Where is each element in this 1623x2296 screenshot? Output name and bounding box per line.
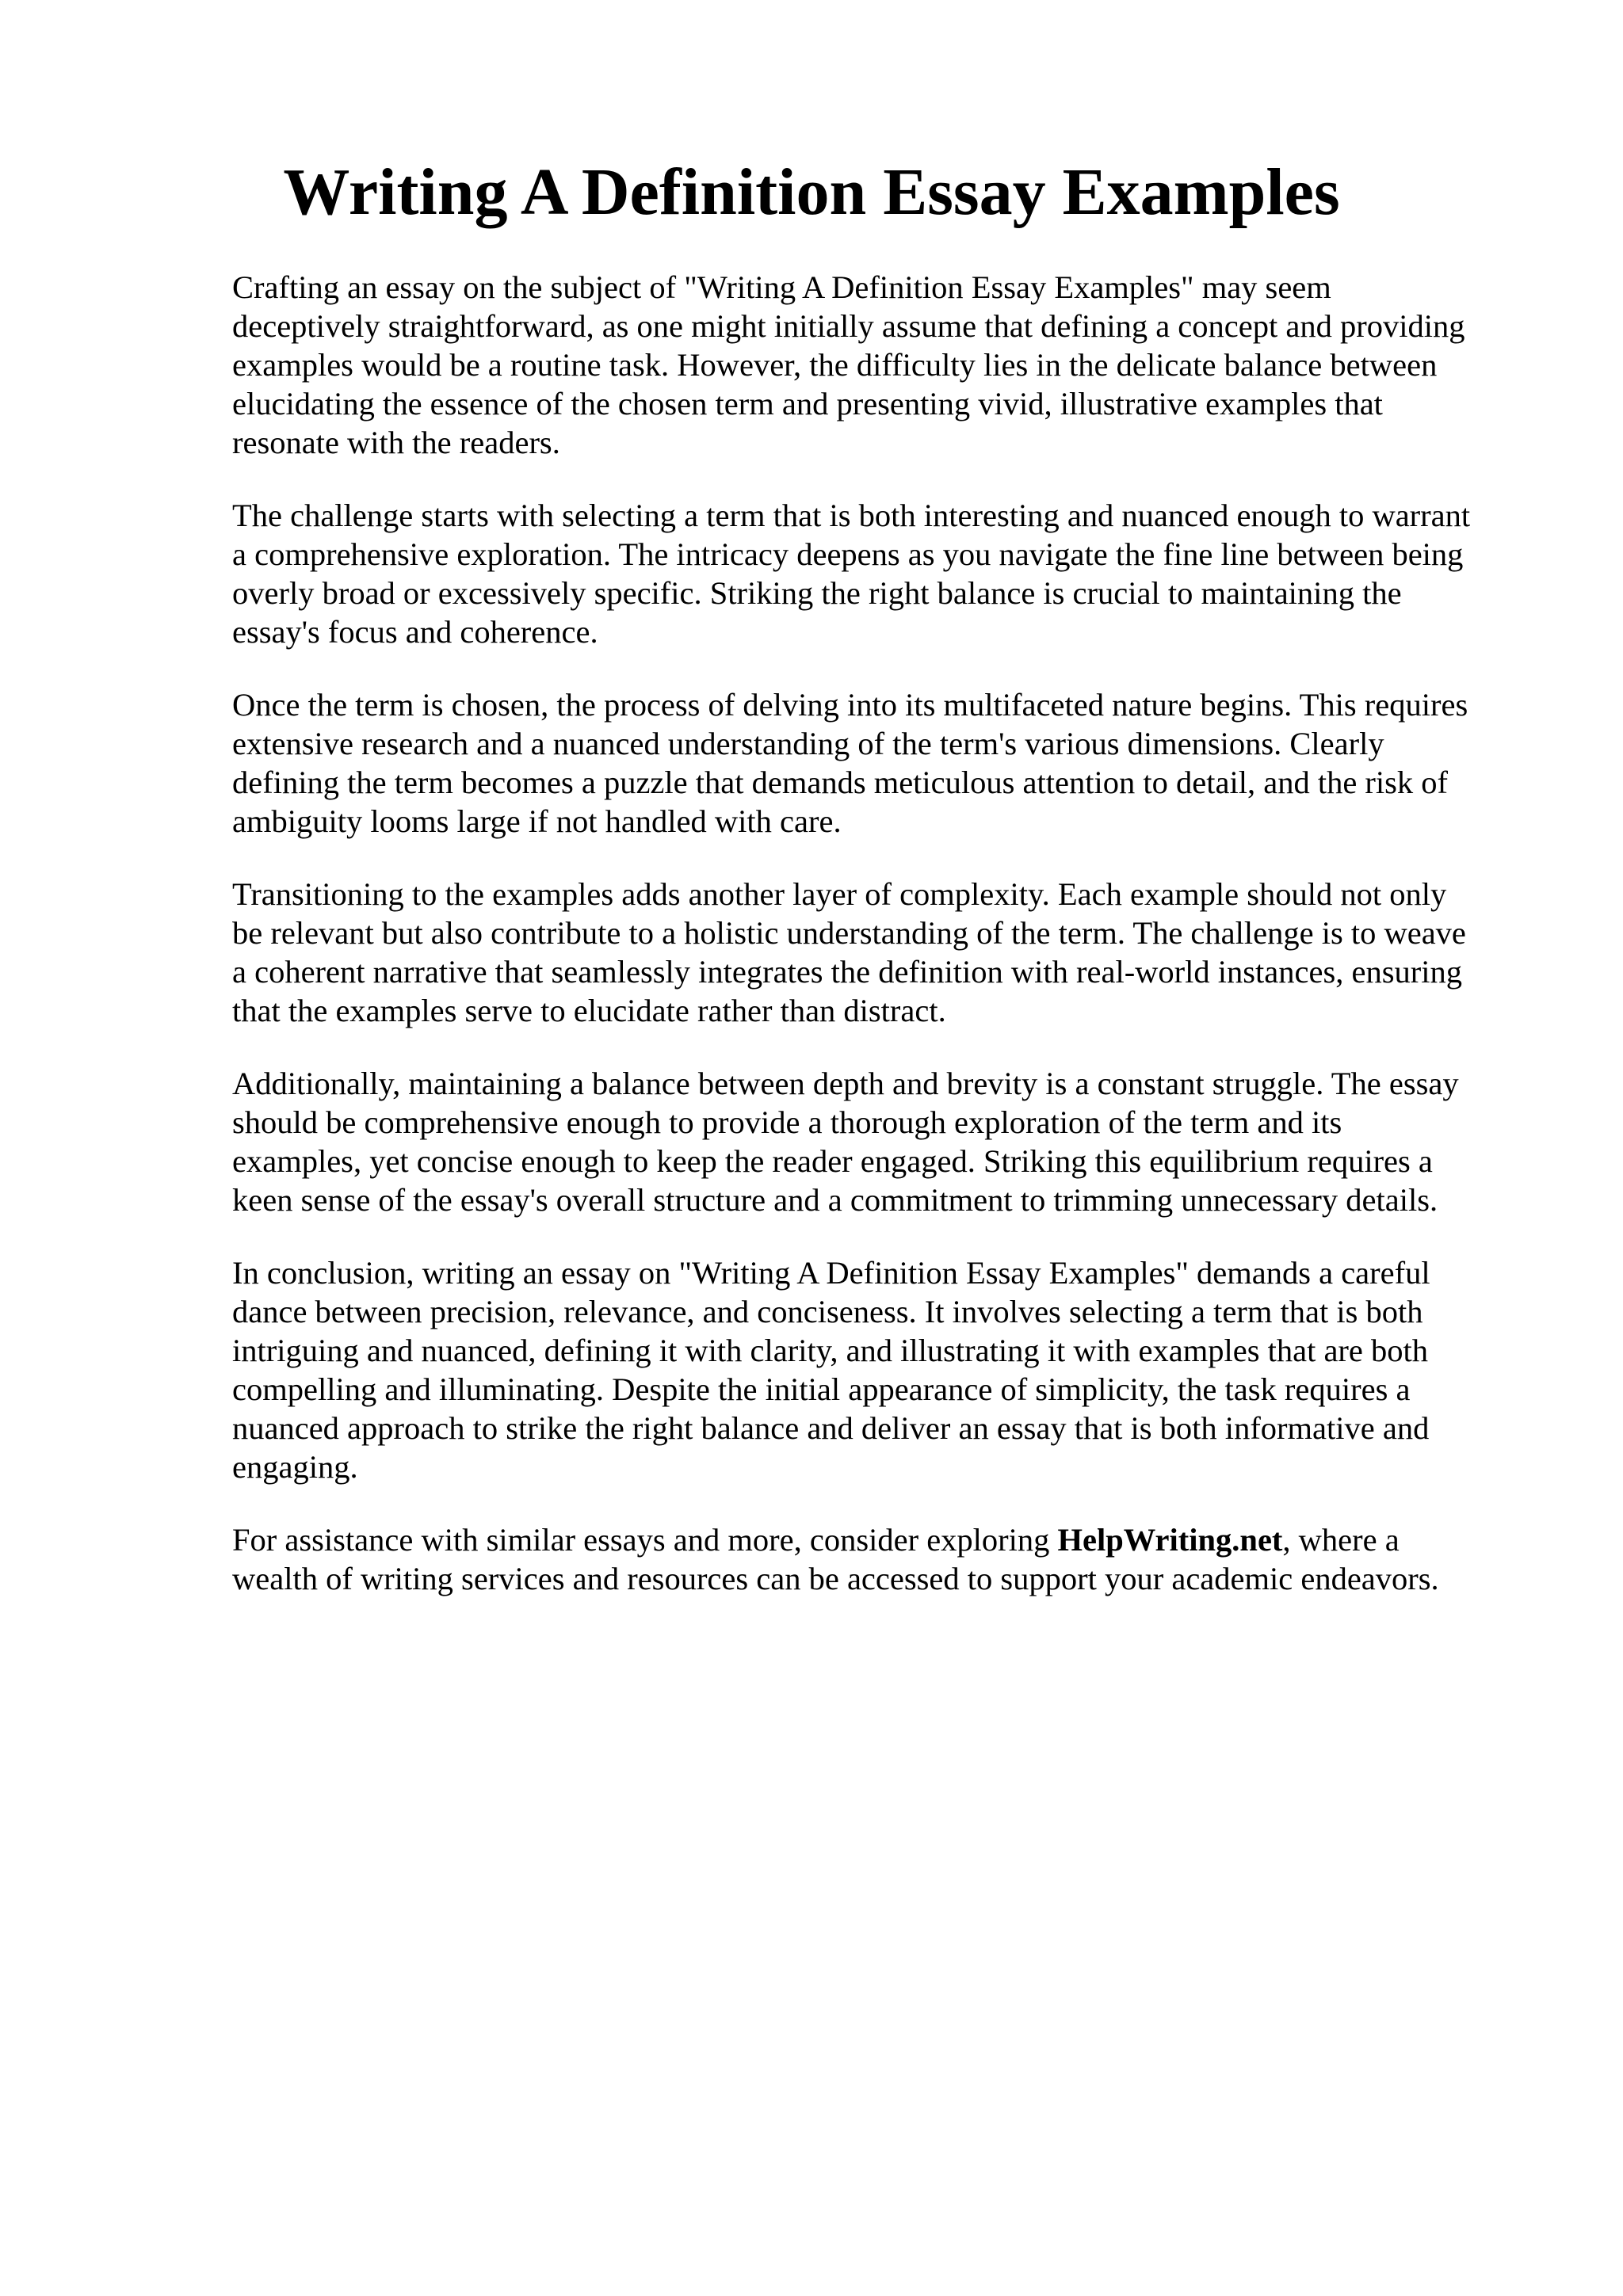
text-line: should be comprehensive enough to provide a thorough exploration of the term and its (232, 1104, 1342, 1140)
text-line: examples, yet concise enough to keep the reader engaged. Striking this equilibrium requires a (232, 1143, 1433, 1179)
text-line: intriguing and nuanced, defining it with clarity, and illustrating it with examples that are both (232, 1333, 1429, 1368)
text-line: ambiguity looms large if not handled with care. (232, 803, 842, 839)
text-line: a comprehensive exploration. The intricacy deepens as you navigate the fine line between being (232, 536, 1464, 572)
text-line: Once the term is chosen, the process of delving into its multifaceted nature begins. This requires (232, 687, 1468, 723)
helpwriting-link[interactable]: HelpWriting.net (1057, 1522, 1283, 1558)
page-title: Writing A Definition Essay Examples (283, 155, 1340, 229)
text-line: be relevant but also contribute to a holistic understanding of the term. The challenge is to weave (232, 915, 1466, 951)
paragraph-5 (232, 1064, 1516, 1219)
closing-text-after-link: , where a (1282, 1522, 1400, 1558)
text-line: In conclusion, writing an essay on "Writing A Definition Essay Examples" demands a careful (232, 1255, 1430, 1291)
text-line: Transitioning to the examples adds another layer of complexity. Each example should not only (232, 876, 1447, 912)
text-line: wealth of writing services and resources can be accessed to support your academic endeavors. (232, 1561, 1439, 1596)
paragraph-6 (232, 1253, 1516, 1486)
paragraph-1 (232, 268, 1516, 462)
text-line: overly broad or excessively specific. Striking the right balance is crucial to maintaining the (232, 575, 1402, 611)
text-line: elucidating the essence of the chosen term and presenting vivid, illustrative examples that (232, 386, 1383, 421)
paragraph-3 (232, 685, 1516, 841)
text-line: a coherent narrative that seamlessly integrates the definition with real-world instances, ensuring (232, 954, 1462, 990)
closing-text-before-link: For assistance with similar essays and more, consider exploring (232, 1522, 1058, 1558)
paragraph-2 (232, 496, 1516, 651)
text-line: Crafting an essay on the subject of "Writing A Definition Essay Examples" may seem (232, 269, 1331, 305)
text-line: Additionally, maintaining a balance between depth and brevity is a constant struggle. The essay (232, 1066, 1459, 1101)
text-line: extensive research and a nuanced understanding of the term's various dimensions. Clearly (232, 726, 1384, 761)
text-line: keen sense of the essay's overall structure and a commitment to trimming unnecessary details. (232, 1182, 1438, 1218)
text-line: dance between precision, relevance, and conciseness. It involves selecting a term that is both (232, 1294, 1423, 1329)
text-line: The challenge starts with selecting a term that is both interesting and nuanced enough to warrant (232, 498, 1471, 533)
text-line: essay's focus and coherence. (232, 614, 598, 650)
text-line: deceptively straightforward, as one might initially assume that defining a concept and providing (232, 308, 1465, 344)
essay-body (232, 268, 1516, 1632)
text-line: nuanced approach to strike the right balance and deliver an essay that is both informative and (232, 1410, 1430, 1446)
text-line: defining the term becomes a puzzle that demands meticulous attention to detail, and the risk of (232, 765, 1449, 800)
text-line: that the examples serve to elucidate rather than distract. (232, 993, 946, 1028)
text-line: compelling and illuminating. Despite the initial appearance of simplicity, the task requires a (232, 1371, 1411, 1407)
text-line: resonate with the readers. (232, 425, 560, 460)
text-line: examples would be a routine task. However, the difficulty lies in the delicate balance between (232, 347, 1438, 383)
text-line (232, 1520, 1516, 1559)
text-line: engaging. (232, 1449, 358, 1485)
paragraph-4 (232, 875, 1516, 1030)
closing-paragraph (232, 1520, 1516, 1598)
